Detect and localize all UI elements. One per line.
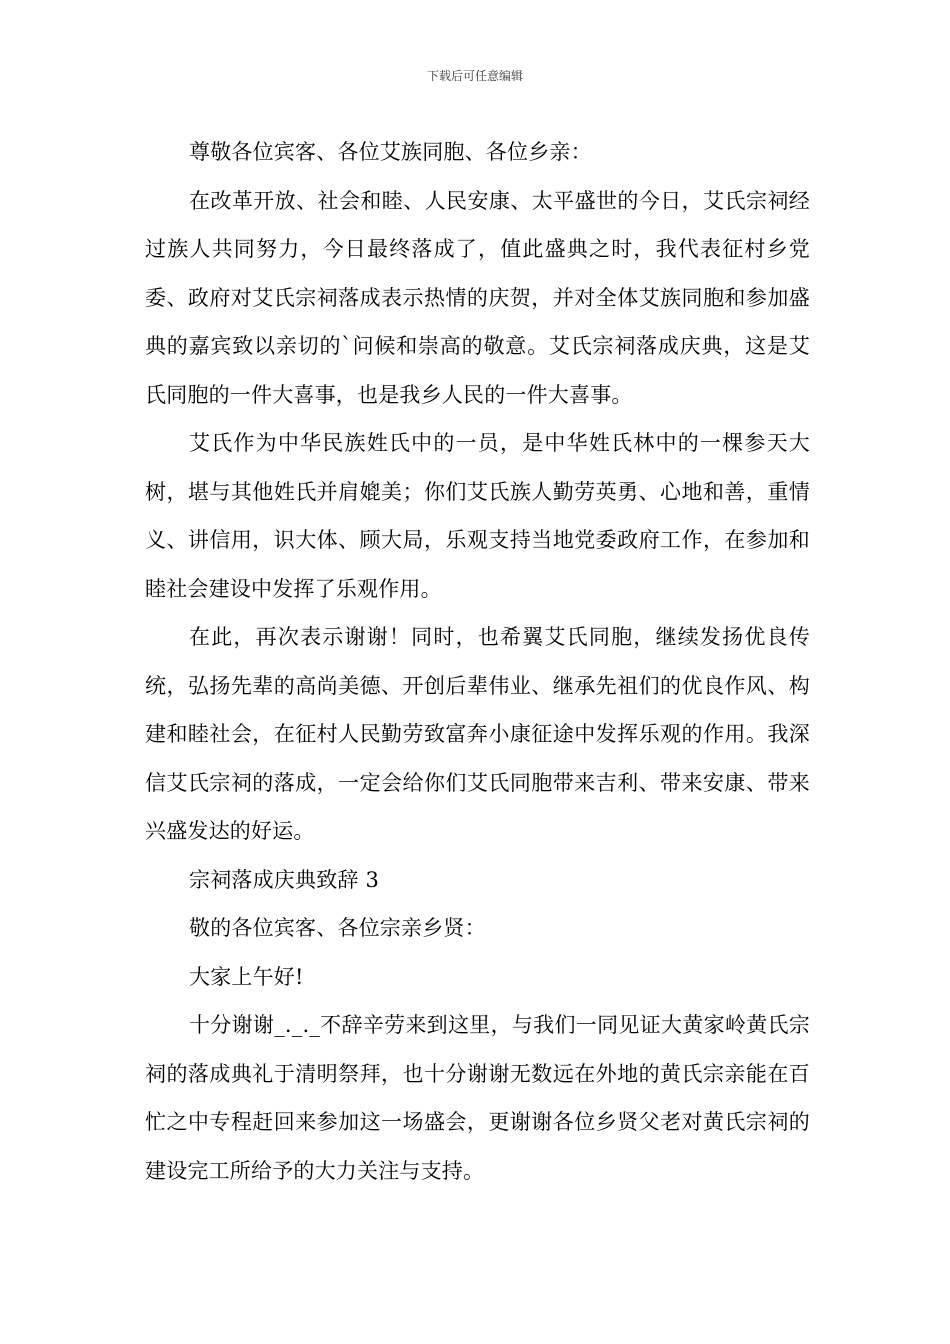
paragraph: 在此，再次表示谢谢！同时，也希翼艾氏同胞，继续发扬优良传统，弘扬先辈的高尚美德、开创后辈伟业、继承先祖们的优良作风、构建和睦社会，在征村人民勤劳致富奔小康征途中发挥乐观的作用。我深信艾氏宗祠的落成，一定会给你们艾氏同胞带来吉利、带来安康、带来兴盛发达的好运。: [145, 625, 810, 843]
document-body: [145, 128, 810, 1195]
page-header: 下载后可任意编辑: [426, 69, 523, 83]
paragraph: 艾氏作为中华民族姓氏中的一员，是中华姓氏林中的一棵参天大树，堪与其他姓氏并肩媲美；你们艾氏族人勤劳英勇、心地和善，重情义、讲信用，识大体、顾大局，乐观支持当地党委政府工作，在参加和睦社会建设中发挥了乐观作用。: [145, 431, 810, 601]
paragraph-greeting: 尊敬各位宾客、各位艾族同胞、各位乡亲：: [189, 140, 592, 164]
paragraph: 在改革开放、社会和睦、人民安康、太平盛世的今日，艾氏宗祠经过族人共同努力，今日最终落成了，值此盛典之时，我代表征村乡党委、政府对艾氏宗祠落成表示热情的庆贺，并对全体艾族同胞和参加盛典的嘉宾致以亲切的`问候和崇高的敬意。艾氏宗祠落成庆典，这是艾氏同胞的一件大喜事，也是我乡人民的一件大喜事。: [145, 188, 810, 407]
section-title: 宗祠落成庆典致辞 3: [189, 867, 380, 892]
paragraph-greeting: 敬的各位宾客、各位宗亲乡贤：: [189, 916, 486, 940]
paragraph-greeting: 大家上午好!: [189, 964, 304, 989]
paragraph: 十分谢谢_._._不辞辛劳来到这里，与我们一同见证大黄家岭黄氏宗祠的落成典礼于清明祭拜，也十分谢谢无数远在外地的黄氏宗亲能在百忙之中专程赶回来参加这一场盛会，更谢谢各位乡贤父老对黄氏宗祠的建设完工所给予的大力关注与支持。: [145, 1013, 810, 1183]
